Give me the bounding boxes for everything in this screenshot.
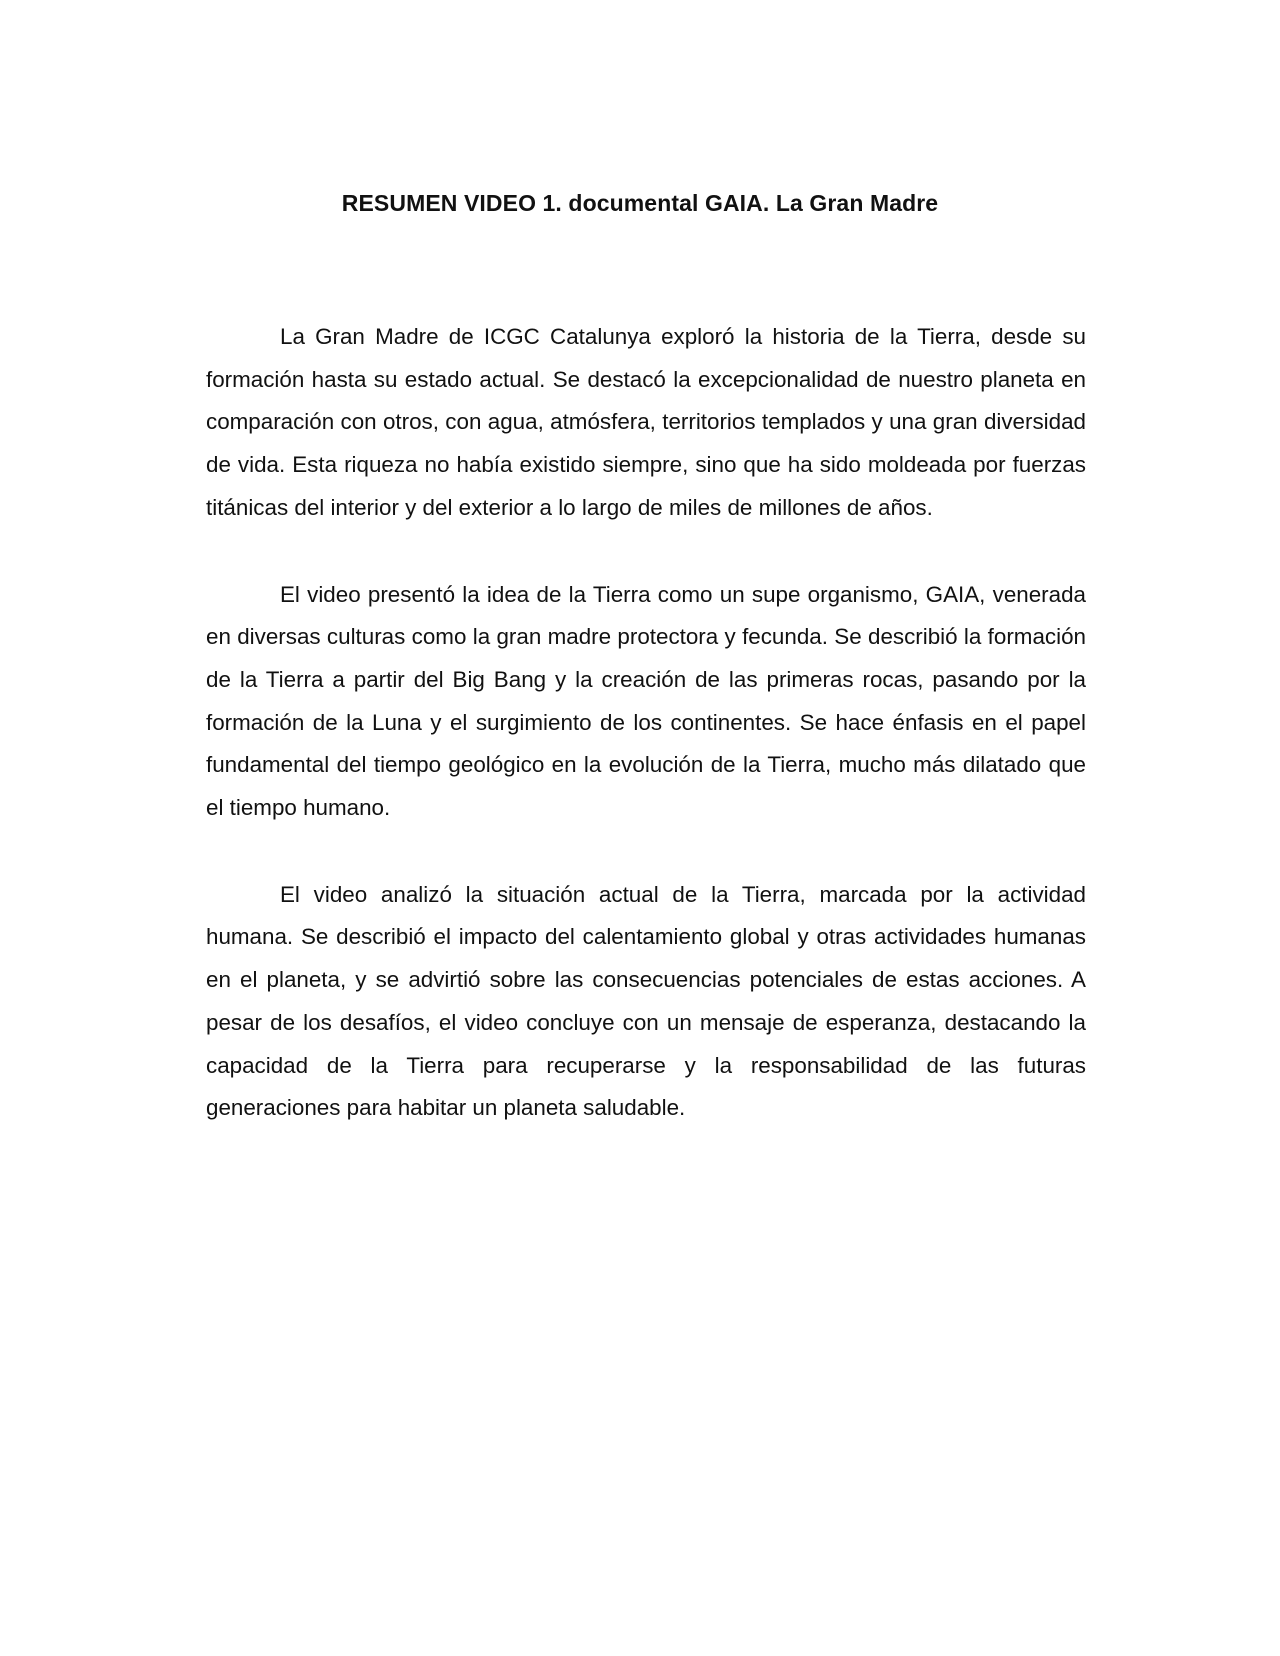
paragraph-1: La Gran Madre de ICGC Catalunya exploró la historia de la Tierra, desde su formación hasta su estado actual. Se destacó la excepcionalidad de nuestro planeta en comparación con otros, con agua, atmósfera, territorios templados y una gran diversidad de vida. Esta riqueza no había existido siempre, sino que ha sido moldeada por fuerzas titánicas del interior y del exterior a lo largo de miles de millones de años.: [206, 324, 1086, 520]
document-title: RESUMEN VIDEO 1. documental GAIA. La Gran Madre: [341, 190, 939, 216]
paragraph-2: El video presentó la idea de la Tierra como un supe organismo, GAIA, venerada en diversas culturas como la gran madre protectora y fecunda. Se describió la formación de la Tierra a partir del Big Bang y la creación de las primeras rocas, pasando por la formación de la Luna y el surgimiento de los continentes. Se hace énfasis en el papel fundamental del tiempo geológico en la evolución de la Tierra, mucho más dilatado que el tiempo humano.: [206, 581, 1086, 821]
paragraph-3: El video analizó la situación actual de la Tierra, marcada por la actividad humana. Se describió el impacto del calentamiento global y otras actividades humanas en el planeta, y se advirtió sobre las consecuencias potenciales de estas acciones. A pesar de los desafíos, el video concluye con un mensaje de esperanza, destacando la capacidad de la Tierra para recuperarse y la responsabilidad de las futuras generaciones para habitar un planeta saludable.: [206, 881, 1086, 1121]
document-body: [206, 316, 1086, 1174]
